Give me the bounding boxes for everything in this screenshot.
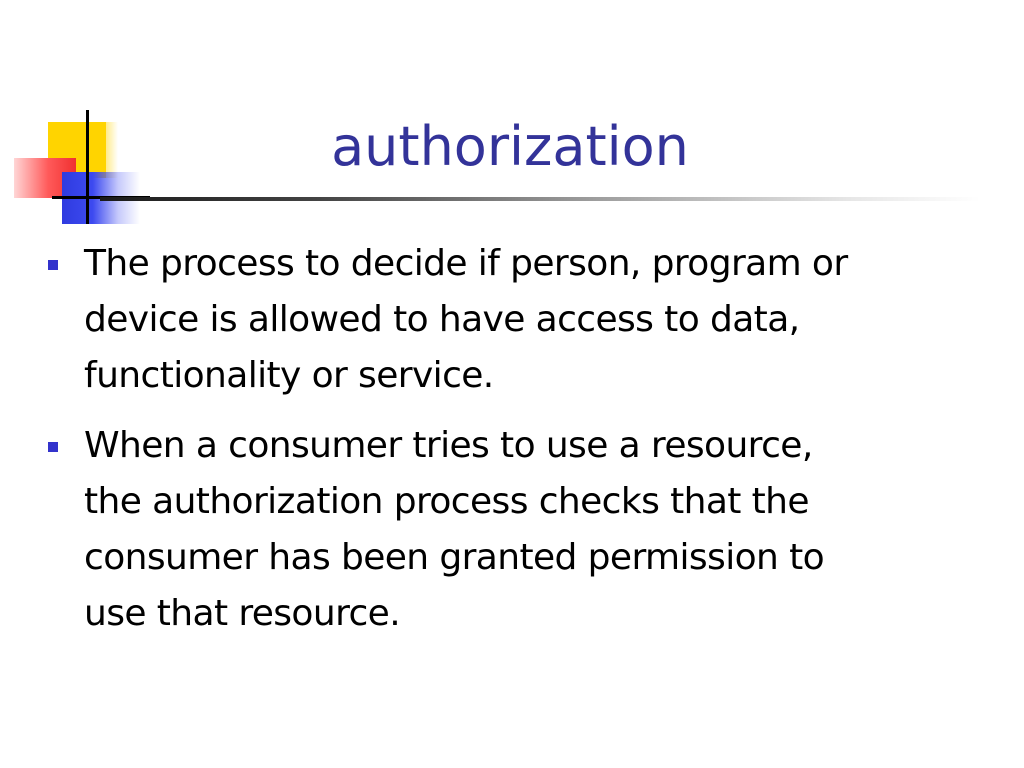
- slide-title: authorization: [331, 115, 689, 178]
- bullet-line: The process to decide if person, program or: [84, 243, 848, 284]
- bullet-line: functionality or service.: [84, 355, 494, 396]
- bullet-item: [44, 236, 1004, 404]
- bullet-line: consumer has been granted permission to: [84, 537, 825, 578]
- bullet-line: use that resource.: [84, 593, 401, 634]
- title-divider: [100, 197, 980, 201]
- bullet-item: [44, 418, 1004, 642]
- bullet-line: device is allowed to have access to data,: [84, 299, 800, 340]
- crosshair-vertical-line: [86, 110, 89, 224]
- bullet-line: the authorization process checks that the: [84, 481, 809, 522]
- square-bullet-icon: [48, 442, 58, 452]
- square-bullet-icon: [48, 260, 58, 270]
- bullet-line: When a consumer tries to use a resource,: [84, 425, 813, 466]
- bullet-list: [44, 236, 1004, 656]
